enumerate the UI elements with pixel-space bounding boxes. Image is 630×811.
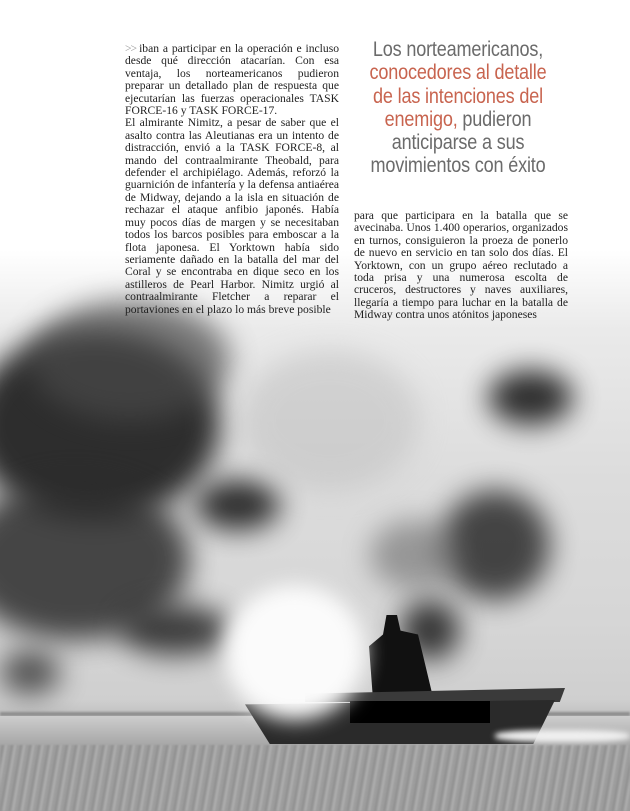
- smoke-cloud: [30, 300, 230, 420]
- article-paragraph: El almirante Nimitz, a pesar de saber que el asalto contra las Aleutianas era un intento de distracción, envió a la TASK FORCE-8, al mando del contraalmirante Theobald, para defender el archipiélago. Además, reforzó la guarnición de infantería y la defensa antiaérea de Midway, dejando a la isla en situación de rechazar el ataque anfibio japonés. Había muy pocos días de margen y se necesitaban todos los barcos posibles para emboscar a la flota japonesa. El Yorktown había sido seriamente dañado en la batalla del mar del Coral y se encontraba en dique seco en los astilleros de Pearl Harbor. Nimitz urgió al contraalmirante Fletcher a reparar el portaviones en el plazo lo más breve posible: [125, 116, 339, 316]
- pull-quote-tail: pudieron anticiparse a sus movimientos con éxito: [370, 107, 546, 178]
- article-paragraph: para que participara en la batalla que se avecinaba. Unos 1.400 operarios, organizados en turnos, consiguieron la proeza de ponerlo de nuevo en servicio en tan solo dos días. El Yorktown, con un grupo aéreo reclutado a toda prisa y una numerosa escolta de cruceros, destructores y naves auxiliares, llegaría a tiempo para luchar en la batalla de Midway contra unos atónitos japoneses: [354, 209, 568, 322]
- sea-surface: [0, 745, 630, 811]
- ship-shadow-block: [350, 701, 490, 723]
- ship-wake: [495, 730, 630, 742]
- article-column-right: [354, 210, 568, 322]
- smoke-cloud: [0, 650, 60, 695]
- explosion-burst: [225, 585, 365, 720]
- smoke-cloud: [370, 520, 460, 590]
- article-paragraph: >> iban a participar en la operación e incluso desde qué dirección atacarían. Con esa ventaja, los norteamericanos pudieron preparar un detallado plan de respuesta que ejecutarían las fuerzas operacionales TASK FORCE-16 y TASK FORCE-17.: [125, 42, 339, 118]
- pull-quote-lead: Los norteamericanos,: [372, 38, 544, 61]
- continuation-marker-icon: >>: [125, 42, 137, 55]
- smoke-cloud: [195, 480, 280, 530]
- smoke-cloud: [120, 605, 230, 655]
- smoke-cloud: [488, 370, 573, 425]
- smoke-cloud: [240, 350, 420, 490]
- pull-quote: [367, 38, 549, 178]
- article-column-left: [125, 43, 339, 316]
- pull-quote-accent: conocedores al detalle de las intenciones del enemigo,: [369, 61, 547, 131]
